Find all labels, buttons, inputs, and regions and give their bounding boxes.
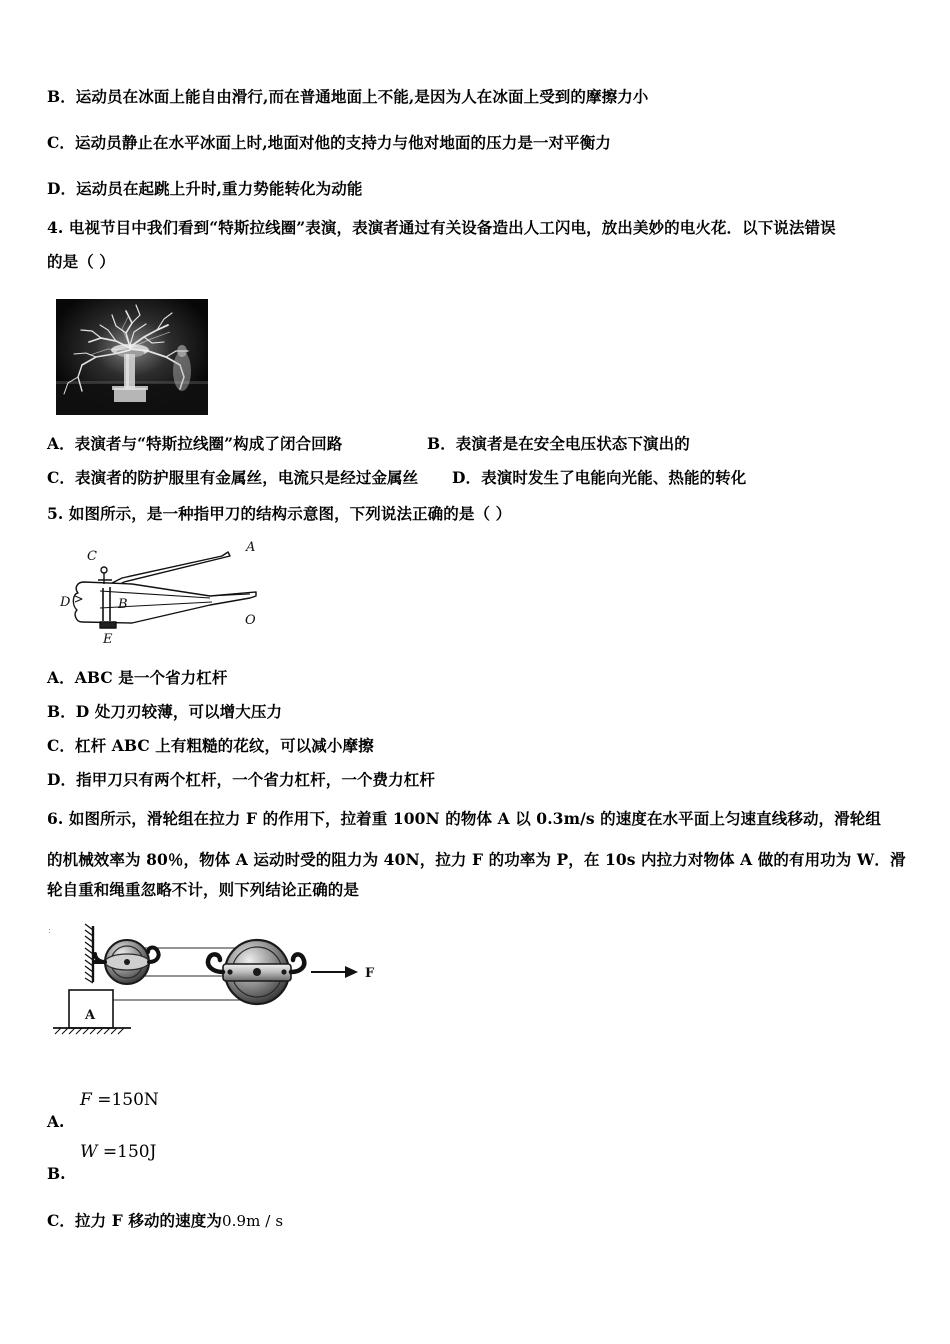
q4-option-d: D．表演时发生了电能向光能、热能的转化	[452, 468, 747, 487]
q4-option-a: A．表演者与“特斯拉线圈”构成了闭合回路	[47, 434, 343, 453]
q6-option-a-math	[80, 1090, 159, 1110]
q6-option-c-value: 0.9m / s	[221, 1212, 284, 1230]
q5-option-c: C．杠杆 ABC 上有粗糙的花纹，可以减小摩擦	[47, 736, 374, 755]
q5-stem: 5. 如图所示，是一种指甲刀的结构示意图，下列说法正确的是（ ）	[47, 504, 512, 523]
q6-option-a-value: =150N	[97, 1090, 159, 1110]
scan-artifact: :	[48, 926, 52, 936]
q6-option-c-row	[47, 1212, 923, 1230]
q5-option-d: D．指甲刀只有两个杠杆，一个省力杠杆，一个费力杠杆	[47, 770, 435, 789]
clipper-label-o: O	[245, 613, 256, 628]
q3-option-b: B．运动员在冰面上能自由滑行,而在普通地面上不能,是因为人在冰面上受到的摩擦力小	[47, 87, 649, 106]
q4-options-row2	[47, 469, 923, 486]
clipper-label-e: E	[103, 632, 113, 646]
clipper-label-c: C	[87, 549, 97, 564]
q6-option-b-math	[80, 1142, 156, 1162]
pulley-block-label: A	[85, 1008, 96, 1023]
pulley-force-label: F	[365, 966, 375, 981]
q5-option-b: B．D 处刀刃较薄，可以增大压力	[47, 702, 283, 721]
clipper-label-b: B	[118, 597, 128, 612]
movable-pulley	[208, 940, 304, 1004]
q6-option-b-value: =150J	[102, 1142, 157, 1162]
tesla-coil-image	[56, 299, 208, 415]
q3-option-c: C．运动员静止在水平冰面上时,地面对他的支持力与他对地面的压力是一对平衡力	[47, 133, 611, 152]
q6-stem-line1: 6. 如图所示，滑轮组在拉力 F 的作用下，拉着重 100N 的物体 A 以 0.3m/s 的速度在水平面上匀速直线移动，滑轮组	[47, 809, 881, 828]
q6-option-a-variable: F	[80, 1090, 92, 1110]
q4-stem-line1: 4. 电视节目中我们看到“特斯拉线圈”表演，表演者通过有关设备造出人工闪电，放出美妙的电火花．以下说法错误	[47, 218, 836, 237]
q6-option-b-label: B.	[47, 1164, 66, 1183]
q6-option-c-label: C．	[47, 1211, 76, 1230]
q4-stem-line2: 的是（ ）	[47, 252, 115, 271]
clipper-label-a: A	[246, 540, 256, 555]
fixed-pulley	[95, 940, 159, 984]
nail-clipper-diagram	[60, 536, 285, 646]
pulley-system-diagram	[45, 920, 390, 1045]
clipper-label-d: D	[60, 595, 71, 610]
q3-option-d: D．运动员在起跳上升时,重力势能转化为动能	[47, 179, 363, 198]
q4-option-b: B．表演者是在安全电压状态下演出的	[427, 434, 690, 453]
q5-option-a: A．ABC 是一个省力杠杆	[47, 668, 228, 687]
q6-stem-line3: 轮自重和绳重忽略不计，则下列结论正确的是	[47, 880, 360, 899]
q6-stem-line2: 的机械效率为 80％，物体 A 运动时受的阻力为 40N，拉力 F 的功率为 P，在 10s 内拉力对物体 A 做的有用功为 W．滑	[47, 850, 906, 869]
q4-option-c: C．表演者的防护服里有金属丝，电流只是经过金属丝	[47, 468, 419, 487]
q6-option-b-variable: W	[80, 1142, 98, 1162]
q6-option-c-text: 拉力 F 移动的速度为	[75, 1211, 222, 1230]
q6-option-a-label: A.	[47, 1112, 65, 1131]
q4-options-row1	[47, 435, 923, 452]
